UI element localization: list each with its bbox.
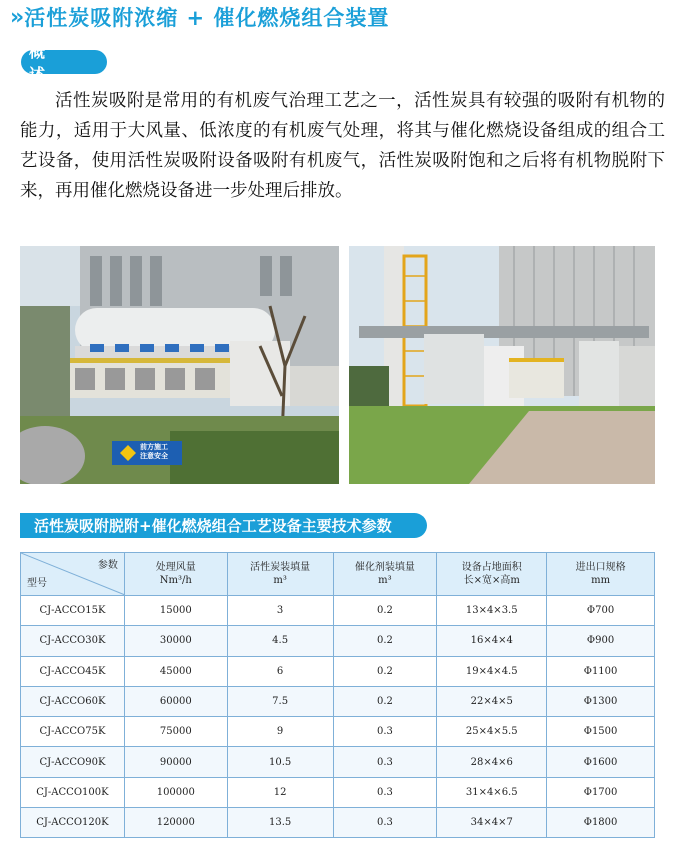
- model-cell: CJ-ACCO45K: [21, 656, 125, 686]
- spec-table: [20, 552, 655, 838]
- column-header: 活性炭装填量 m³: [227, 553, 333, 596]
- table-cell: 120000: [124, 808, 227, 838]
- table-cell: Φ1500: [547, 717, 655, 747]
- table-cell: 60000: [124, 686, 227, 716]
- table-cell: 28×4×6: [437, 747, 547, 777]
- table-cell: 10.5: [227, 747, 333, 777]
- table-cell: 9: [227, 717, 333, 747]
- model-cell: CJ-ACCO15K: [21, 596, 125, 626]
- table-cell: 0.3: [333, 777, 437, 807]
- warning-sign-line1: 前方施工: [140, 443, 168, 451]
- model-cell: CJ-ACCO60K: [21, 686, 125, 716]
- table-cell: 16×4×4: [437, 626, 547, 656]
- table-cell: 15000: [124, 596, 227, 626]
- table-cell: 0.3: [333, 747, 437, 777]
- intro-paragraph: 活性炭吸附是常用的有机废气治理工艺之一，活性炭具有较强的吸附有机物的能力，适用于大风量、低浓度的有机废气处理，将其与催化燃烧设备组成的组合工艺设备，使用活性炭吸附设备吸附有机废气，活性炭吸附饱和之后将有机物脱附下来，再用催化燃烧设备进一步处理后排放。: [20, 91, 665, 201]
- table-cell: 0.2: [333, 686, 437, 716]
- table-row: [21, 808, 655, 838]
- table-cell: Φ1800: [547, 808, 655, 838]
- table-cell: 0.3: [333, 717, 437, 747]
- table-cell: 0.3: [333, 808, 437, 838]
- table-cell: 19×4×4.5: [437, 656, 547, 686]
- table-cell: 12: [227, 777, 333, 807]
- page-title-text: 活性炭吸附浓缩 + 催化燃烧组合装置: [24, 6, 390, 30]
- table-row: [21, 747, 655, 777]
- column-header: 催化剂装填量 m³: [333, 553, 437, 596]
- table-cell: 0.2: [333, 656, 437, 686]
- table-cell: Φ1300: [547, 686, 655, 716]
- table-cell: 75000: [124, 717, 227, 747]
- section-label: 概 述: [21, 50, 107, 74]
- model-cell: CJ-ACCO120K: [21, 808, 125, 838]
- equipment-photo-right: [349, 246, 655, 484]
- warning-sign: [20, 246, 339, 484]
- table-row: [21, 596, 655, 626]
- double-chevron-icon: »: [10, 4, 19, 30]
- model-cell: CJ-ACCO30K: [21, 626, 125, 656]
- table-cell: Φ1100: [547, 656, 655, 686]
- corner-header-cell: [21, 553, 125, 596]
- table-row: [21, 777, 655, 807]
- table-cell: Φ1600: [547, 747, 655, 777]
- column-header: 处理风量 Nm³/h: [124, 553, 227, 596]
- model-cell: CJ-ACCO75K: [21, 717, 125, 747]
- table-cell: 90000: [124, 747, 227, 777]
- table-cell: 4.5: [227, 626, 333, 656]
- table-cell: 0.2: [333, 626, 437, 656]
- column-header: 设备占地面积 长×宽×高m: [437, 553, 547, 596]
- model-cell: CJ-ACCO90K: [21, 747, 125, 777]
- table-row: [21, 656, 655, 686]
- table-row: [21, 717, 655, 747]
- table-cell: 6: [227, 656, 333, 686]
- table-cell: 13×4×3.5: [437, 596, 547, 626]
- table-row: [21, 626, 655, 656]
- table-cell: 25×4×5.5: [437, 717, 547, 747]
- table-cell: 34×4×7: [437, 808, 547, 838]
- page-title: [10, 2, 389, 32]
- table-cell: 13.5: [227, 808, 333, 838]
- table-cell: 45000: [124, 656, 227, 686]
- table-row: [21, 686, 655, 716]
- table-cell: 0.2: [333, 596, 437, 626]
- model-cell: CJ-ACCO100K: [21, 777, 125, 807]
- table-cell: Φ900: [547, 626, 655, 656]
- table-cell: Φ1700: [547, 777, 655, 807]
- table-cell: Φ700: [547, 596, 655, 626]
- warning-sign-line2: 注意安全: [140, 452, 168, 460]
- table-cell: 31×4×6.5: [437, 777, 547, 807]
- table-header-row: [21, 553, 655, 596]
- table-title-banner: 活性炭吸附脱附+催化燃烧组合工艺设备主要技术参数: [20, 513, 427, 538]
- table-cell: 30000: [124, 626, 227, 656]
- table-cell: 22×4×5: [437, 686, 547, 716]
- column-header: 进出口规格 mm: [547, 553, 655, 596]
- table-cell: 100000: [124, 777, 227, 807]
- corner-model-label: 型号: [27, 578, 47, 589]
- table-cell: 7.5: [227, 686, 333, 716]
- table-cell: 3: [227, 596, 333, 626]
- corner-param-label: 参数: [97, 560, 118, 571]
